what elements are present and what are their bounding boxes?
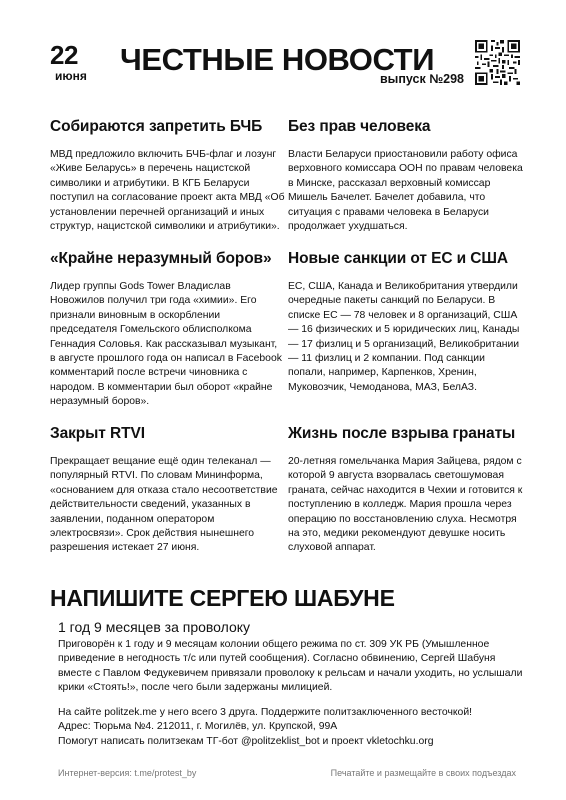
issue-number: выпуск №298 — [379, 72, 464, 86]
article-human-rights — [288, 118, 523, 234]
article-text: 20-летняя гомельчанка Мария Зайцева, рядом с которой 9 августа взорвалась светошумовая граната, сейчас находится в Чехии и готовится к поступлению в колледж. Мария прошла через операцию по восстановлению слуха. Несмотря на это, медики рекомендуют девушке носить слуховой аппарат. — [288, 456, 523, 554]
article-text: ЕС, США, Канада и Великобритания утвердили очередные пакеты санкций по Беларуси. В списке ЕС — 78 человек и 8 организаций, США — 16 физических и 5 юридических лиц, Канады — 17 физлиц и 5 организаций, Великобритании — 11 физлиц и 2 компании. Под санкции попали, например, Карпенков, Хренин, Муковозчик, Чемоданова, МАЗ, БелАЗ. — [288, 281, 520, 393]
site-line: На сайте politzek.me у него всего 3 друга. Поддержите политзаключенного весточкой! — [58, 707, 473, 718]
article-title: Собираются запретить БЧБ — [50, 118, 263, 135]
article-title: Новые санкции от ЕС и США — [288, 250, 508, 267]
article-borov — [50, 250, 285, 410]
article-title: Без прав человека — [288, 118, 431, 135]
footer-print-note: Печатайте и размещайте в своих подъездах — [330, 768, 516, 778]
article-text: Прекращает вещание ещё один телеканал — популярный RTVI. По словам Мининформа, «основанием для отказа стало несоответствие действительности сведений, указанных в заявлении, поданном оператором электросвязи». Срок действия нынешнего разрешения истекает 27 июня. — [50, 456, 278, 554]
article-text: Лидер группы Gods Tower Владислав Новожилов получил три года «химии». Его признали виновным в оскорблении председателя Гомельского облисполкома Геннадия Соловья. Как рассказывал музыкант, в августе прошлого года он написал в Facebook комментарий после встречи чиновника с народом. В комментарии был оборот «крайне неразумный боров». — [50, 281, 282, 408]
article-rtvi — [50, 425, 285, 556]
masthead-title: ЧЕСТНЫЕ НОВОСТИ — [120, 42, 435, 77]
article-title: Жизнь после взрыва гранаты — [288, 425, 516, 442]
prisoner-text: Приговорён к 1 году и 9 месяцам колонии общего режима по ст. 309 УК РБ (Умышленное приведение в негодность т/с или путей сообщения). Согласно обвинению, Сергей Шабуня вместе с Павлом Федукевичем привязали проволоку к рельсам и начали уходить, но услышали крики «Стоять!», после чего были задержаны милицией. — [58, 639, 523, 694]
prisoner-sentence: 1 год 9 месяцев за проволоку — [58, 619, 251, 635]
help-block — [58, 706, 528, 749]
prisoner-heading: НАПИШИТЕ СЕРГЕЮ ШАБУНЕ — [50, 585, 395, 611]
date-month: июня — [55, 69, 87, 83]
article-grenade — [288, 425, 523, 556]
qr-code-icon — [475, 40, 520, 85]
header — [50, 40, 520, 90]
footer-web-version: Интернет-версия: t.me/protest_by — [58, 768, 197, 778]
address-line: Адрес: Тюрьма №4. 212011, г. Могилёв, ул. Крупской, 99А — [58, 721, 338, 733]
article-bchb — [50, 118, 285, 234]
article-text: МВД предложило включить БЧБ-флаг и лозунг «Живе Беларусь» в перечень нацистской символики и атрибутики. В КГБ Беларуси поступил на согласование проект акта МВД «Об установлении перечней организаций и иных структур, нацистской символики и атрибутики». — [50, 149, 285, 233]
article-sanctions — [288, 250, 523, 395]
help-line: Помогут написать политзекам ТГ-бот @politzeklist_bot и проект vkletochku.org — [58, 735, 434, 747]
article-title: «Крайне неразумный боров» — [50, 250, 272, 267]
date-day: 22 — [50, 40, 78, 70]
article-title: Закрыт RTVI — [50, 425, 145, 442]
article-text: Власти Беларуси приостановили работу офиса верховного комиссара ООН по правам человека в Минске, рассказал верховный комиссар Мишель Бачелет. Бачелет добавила, что ситуация с правами человека в Беларуси продолжает ухудшаться. — [288, 149, 523, 233]
